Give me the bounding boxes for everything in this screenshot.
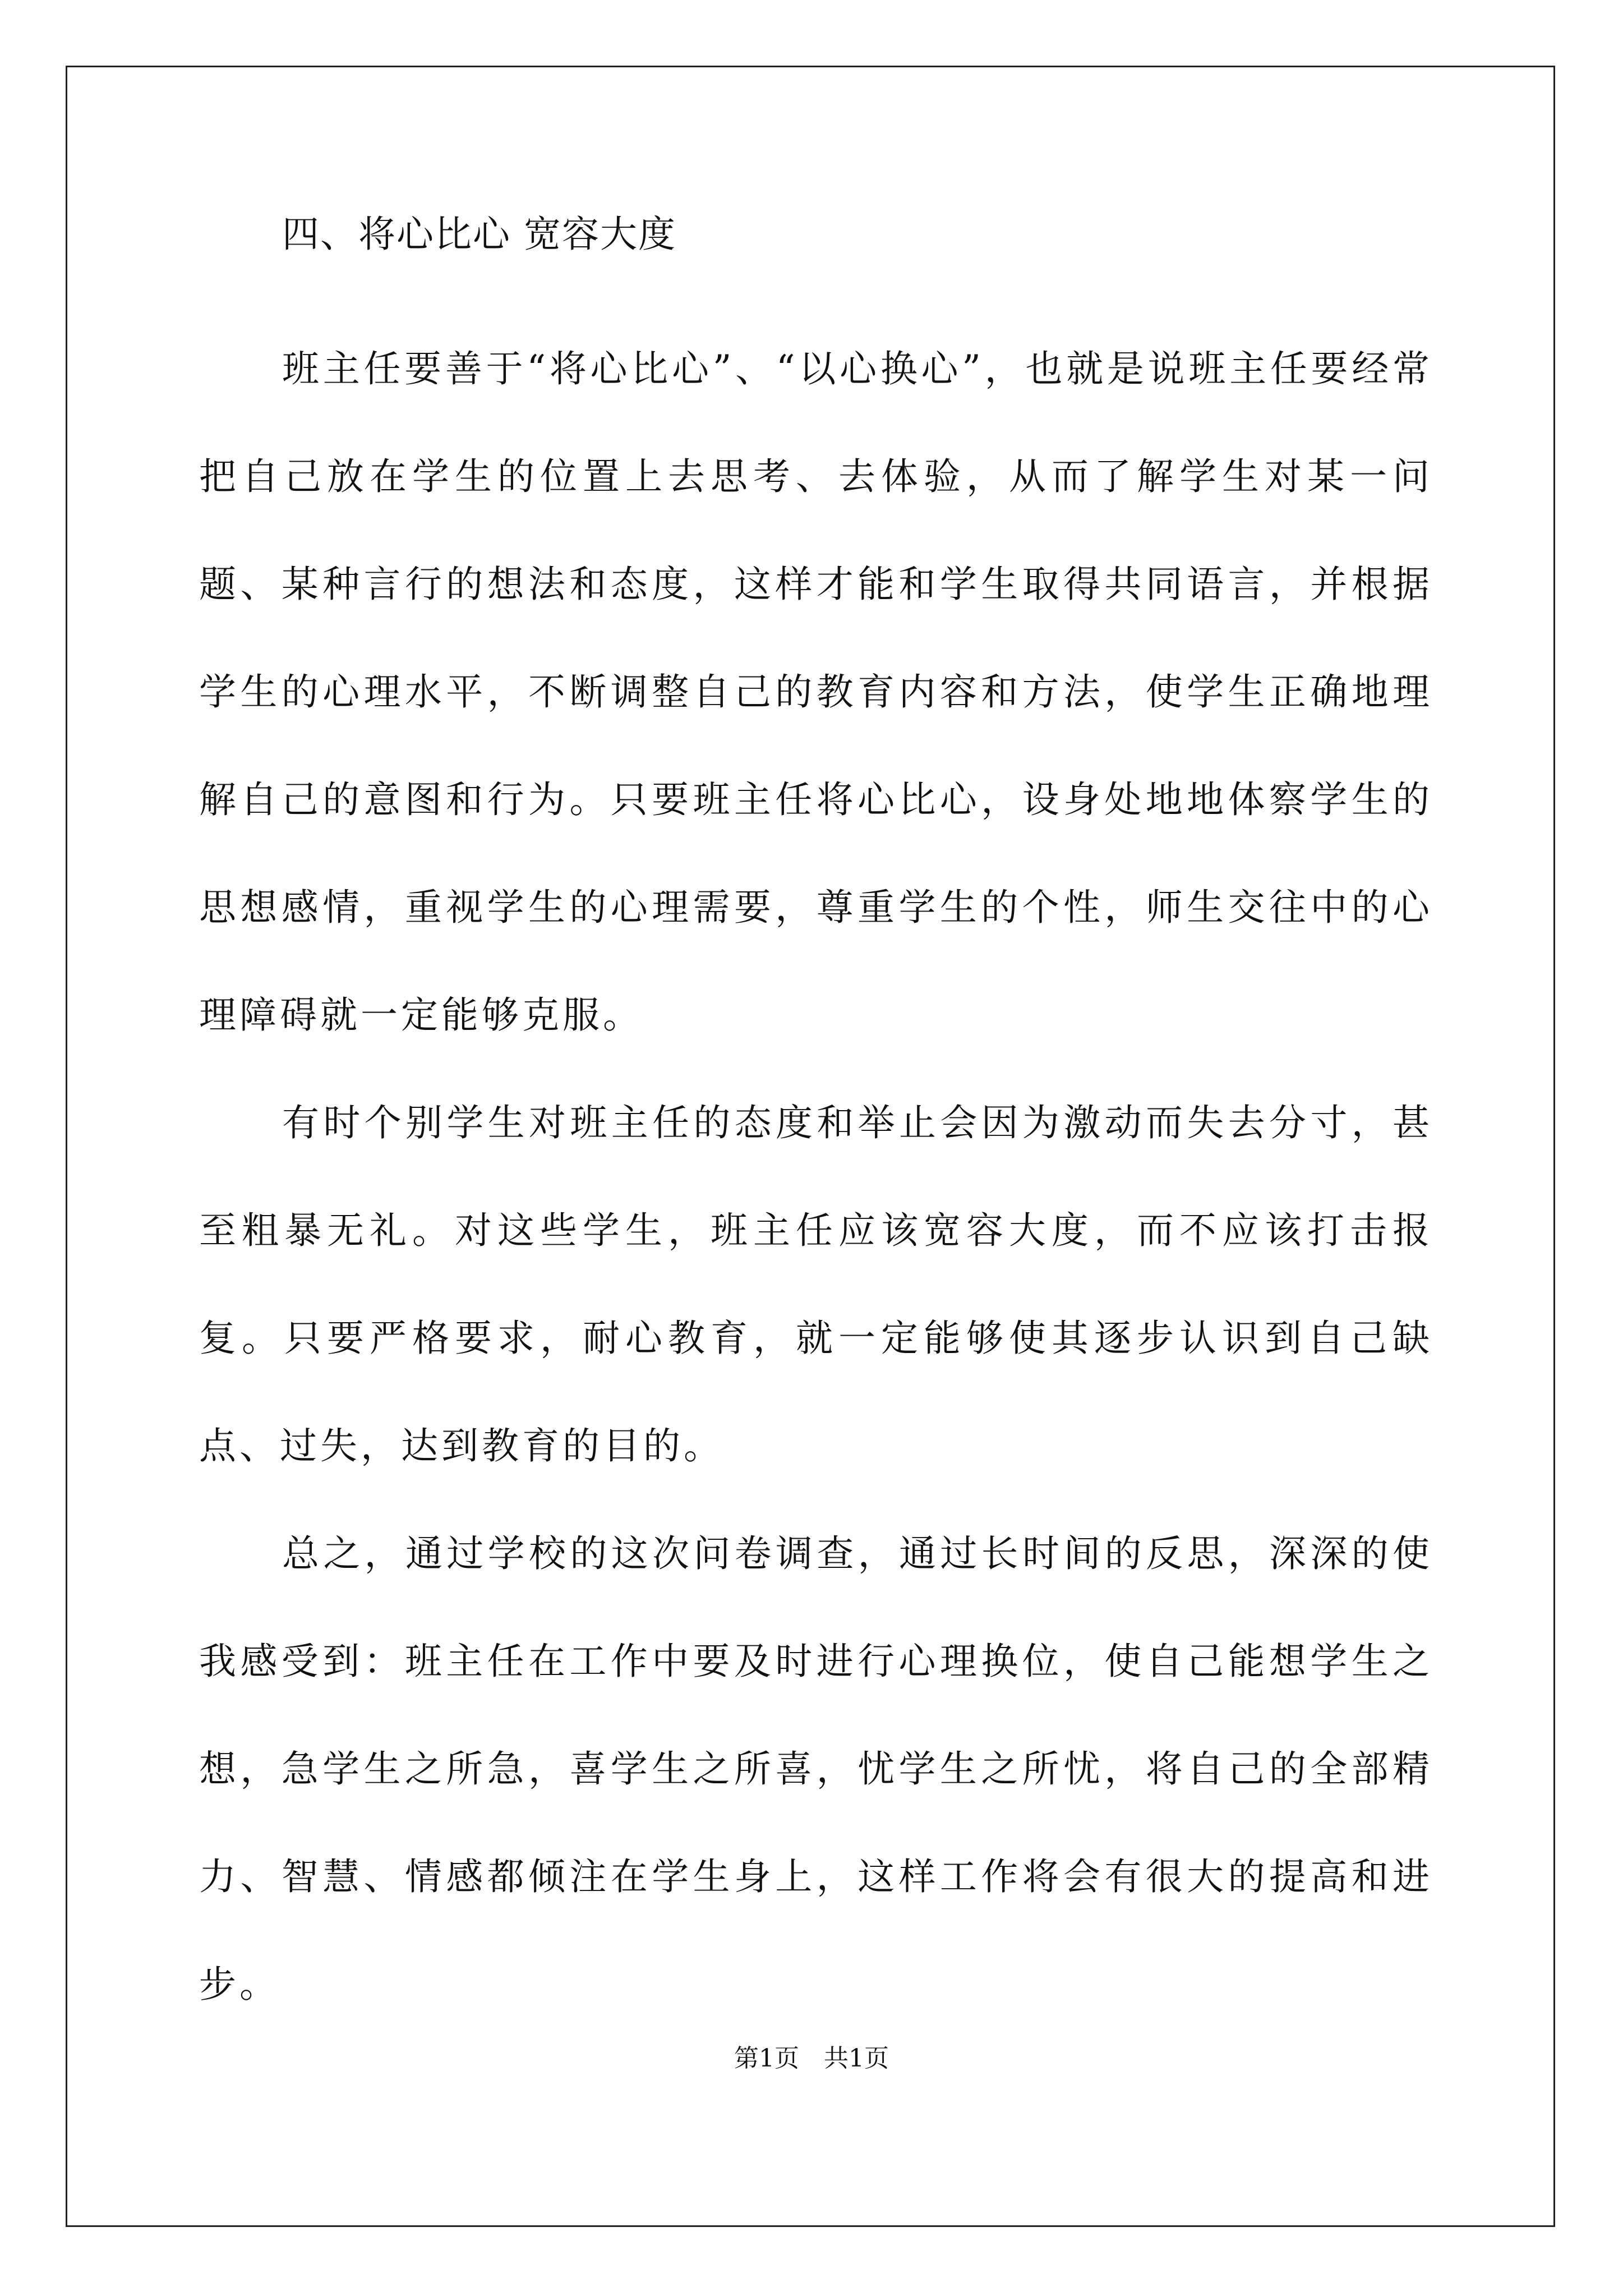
document-body bbox=[199, 208, 1433, 2039]
page-number-footer: 第1页 共1页 bbox=[734, 2044, 889, 2073]
paragraph: 总之，通过学校的这次问卷调查，通过长时间的反思，深深的使我感受到：班主任在工作中要及时进行心理换位，使自己能想学生之想，急学生之所急，喜学生之所喜，忧学生之所忧，将自己的全部精力、智慧、情感都倾注在学生身上，这样工作将会有很大的提高和进步。 bbox=[199, 1532, 1433, 2006]
section-heading: 四、将心比心 宽容大度 bbox=[282, 213, 676, 256]
paragraph: 有时个别学生对班主任的态度和举止会因为激动而失去分寸，甚至粗暴无礼。对这些学生，班主任应该宽容大度，而不应该打击报复。只要严格要求，耐心教育，就一定能够使其逐步认识到自己缺点、过失，达到教育的目的。 bbox=[199, 1101, 1433, 1467]
paragraph: 班主任要善于“将心比心”、“以心换心”，也就是说班主任要经常把自己放在学生的位置上去思考、去体验，从而了解学生对某一问题、某种言行的想法和态度，这样才能和学生取得共同语言，并根据学生的心理水平，不断调整自己的教育内容和方法，使学生正确地理解自己的意图和行为。只要班主任将心比心，设身处地地体察学生的思想感情，重视学生的心理需要，尊重学生的个性，师生交往中的心理障碍就一定能够克服。 bbox=[199, 347, 1433, 1037]
